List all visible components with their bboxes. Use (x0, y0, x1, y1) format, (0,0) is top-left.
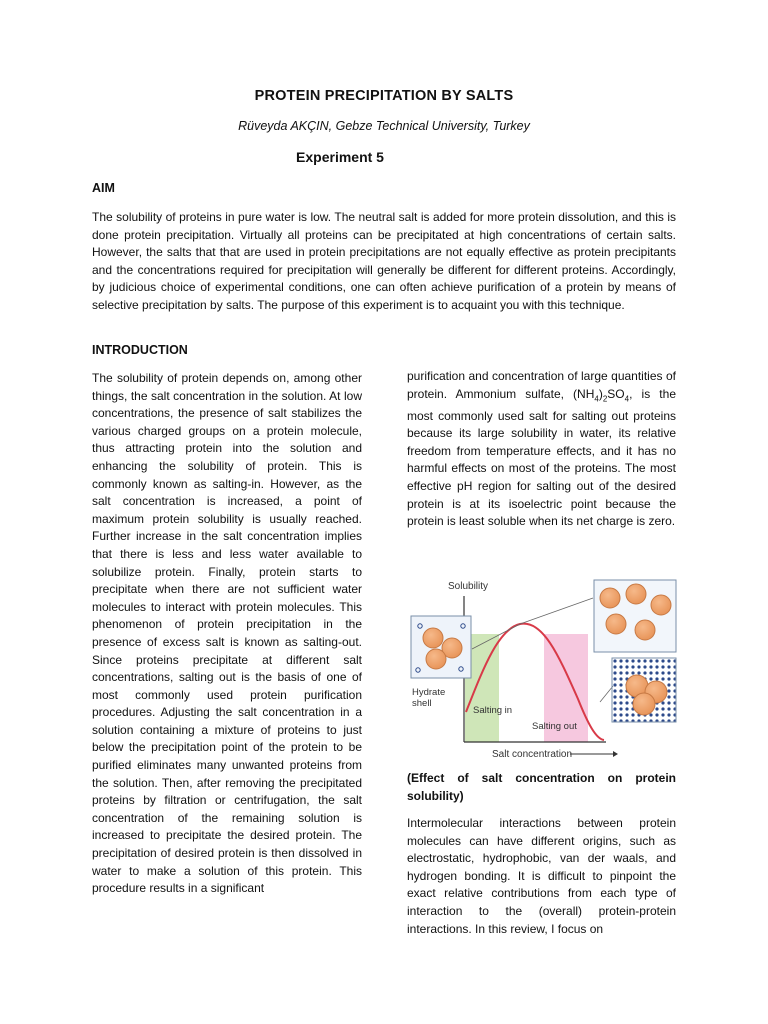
aim-heading: AIM (92, 181, 115, 195)
hydrate-label-line1: Hydrate (412, 687, 446, 698)
figure-caption: (Effect of salt concentration on protein solubility) (407, 771, 676, 803)
solubility-figure (408, 574, 680, 762)
subscript-4b: 4 (624, 393, 630, 403)
protein-sphere (600, 588, 620, 608)
protein-sphere (635, 620, 655, 640)
author-line: Rüveyda AKÇIN, Gebze Technical University, Turkey (238, 119, 530, 133)
protein-sphere (626, 584, 646, 604)
y-axis-label: Solubility (448, 581, 489, 592)
hydrate-label-line2: shell (412, 698, 432, 709)
protein-sphere (633, 693, 655, 715)
x-axis-arrowhead (613, 751, 618, 757)
subscript-2: 2 (602, 393, 608, 403)
protein-sphere (606, 614, 626, 634)
connector-top (520, 598, 593, 624)
introduction-heading: INTRODUCTION (92, 343, 188, 357)
protein-sphere (423, 628, 443, 648)
document-title: PROTEIN PRECIPITATION BY SALTS (254, 88, 514, 104)
salting-out-label: Salting out (532, 721, 577, 732)
paren-close: ) (598, 386, 603, 401)
introduction-right-column-2: Intermolecular interactions between protein molecules can have different origins, such as electrostatic, hydrophobic, van der waals, and hydrogen bonding. It is difficult to pinpoint the exact relative contributions from each type of interaction to the (overall) protein-protein interactions. In this review, I focus on (407, 816, 676, 936)
connector-right (600, 686, 613, 702)
salting-in-label: Salting in (473, 705, 513, 716)
right-column-text-end: , is the most commonly used salt for salting out proteins because its large solubility in water, its relative freedom from temperature effects, and it has no harmful effects on most of the proteins. The most effective pH region for salting out of the desired protein is at its isoelectric point because the protein is least soluble when its net charge is zero. (407, 386, 676, 529)
protein-sphere (651, 595, 671, 615)
introduction-left-column: The solubility of protein depends on, among other things, the salt concentration in the solution. At low concentrations, the presence of salt stabilizes the various charged groups on a protein molecule, thus attracting protein into the solution and enhancing the solubility of protein. This is commonly known as salting-in. However, as the salt concentration is increased, a point of maximum protein solubility is usually reached. Further increase in the salt concentration implies that there is less and less water available to solubilize protein. Finally, protein starts to precipitate when there are not sufficient water molecules to interact with protein molecules. This phenomenon of protein precipitation in the presence of excess salt is known as salting-out. Since proteins precipitate at different salt concentrations, salting out is the basis of one of most commonly used protein purification procedures. Adjusting the salt concentration in a solution containing a mixture of proteins to just below the precipitation point of the protein to be purified eliminates many unwanted proteins from the solution. Then, after removing the precipitated proteins by filtration or centrifugation, the salt concentration of the remaining solution is increased to precipitate the desired protein. The precipitation of desired protein is then dissolved in water to make a solution of this protein. This procedure results in a significant (92, 371, 362, 896)
x-axis-label: Salt concentration (492, 749, 573, 760)
aim-paragraph: The solubility of proteins in pure water is low. The neutral salt is added for more protein dissolution, and this is done protein precipitation. Virtually all proteins can be precipitated at high concentrations of certain salts. However, the salts that that are used in protein precipitations are not equally effective as protein precipitants and the concentrations required for precipitation will generally be different for different proteins. Accordingly, by judicious choice of experimental conditions, one can often achieve purification of a protein by means of selective precipitation by salts. The purpose of this experiment is to acquaint you with this technique. (92, 210, 676, 312)
right-column-text-start: purification and concentration of large quantities of protein. Ammonium sulfate, (NH (407, 369, 676, 401)
sulfate-so: SO (607, 386, 625, 401)
protein-sphere (426, 649, 446, 669)
introduction-right-column (407, 368, 676, 531)
subscript-4: 4 (594, 393, 599, 403)
experiment-heading: Experiment 5 (296, 149, 384, 165)
